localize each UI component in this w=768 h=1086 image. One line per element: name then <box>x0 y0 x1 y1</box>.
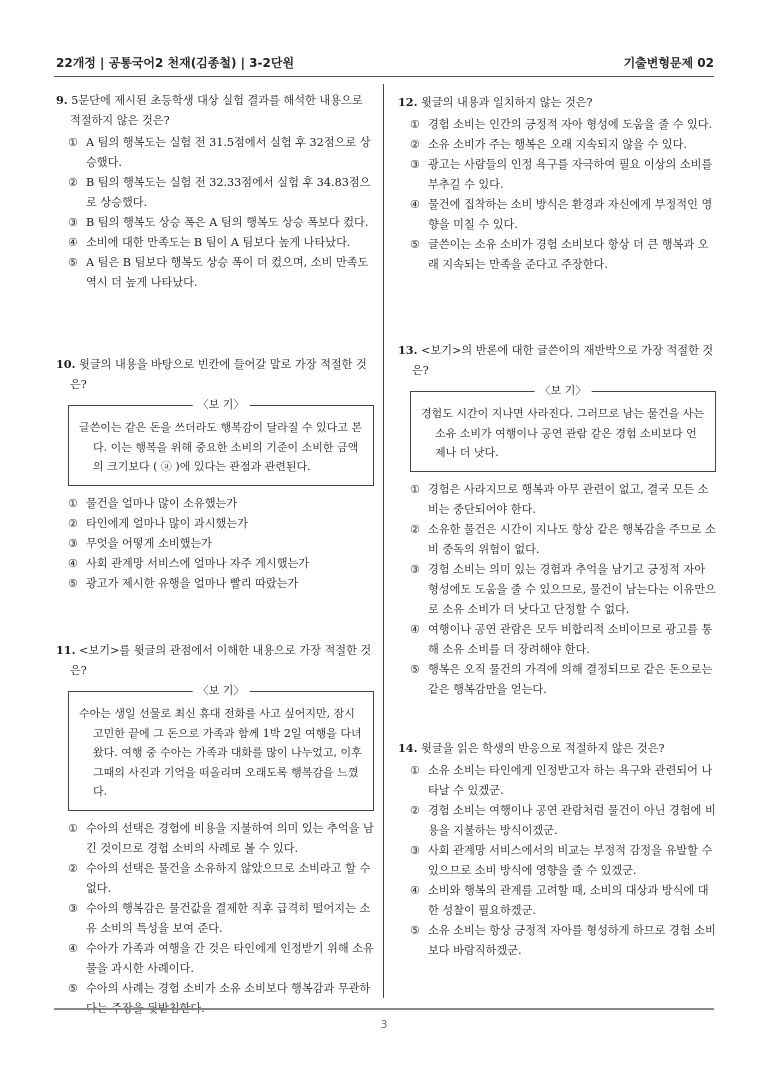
footer-rule <box>54 1008 714 1010</box>
left-column <box>56 0 374 1000</box>
choice-3[interactable]: ③ 광고는 사람들의 인정 욕구를 자극하여 필요 이상의 소비를 부추길 수 있다. <box>410 158 713 191</box>
choice-3[interactable]: ③ 수아의 행복감은 물건값을 결제한 직후 급격히 떨어지는 소유 소비의 특성을 보여 준다. <box>68 901 371 935</box>
choice-list <box>56 819 374 1019</box>
choice-2[interactable]: ② 소유 소비가 주는 행복은 오래 지속되지 않을 수 있다. <box>410 138 687 151</box>
bogi-text: 수아는 생일 선물로 최신 휴대 전화를 사고 싶어지만, 잠시 고민한 끝에 그 돈으로 가족과 함께 1박 2일 여행을 다녀왔다. 여행 중 수아는 가족과 대화를 많이 나누었고, 이후 그때의 사진과 기억을 떠올리며 오래도록 행복감을 느꼈다. <box>79 707 362 798</box>
choice-5[interactable]: ⑤ 글쓴이는 소유 소비가 경험 소비보다 항상 더 큰 행복과 오래 지속되는 만족을 준다고 주장한다. <box>410 238 709 271</box>
question-stem: 윗글을 읽은 학생의 반응으로 적절하지 않은 것은? <box>421 742 665 755</box>
choice-list <box>56 133 374 293</box>
choice-4[interactable]: ④ 소비에 대한 만족도는 B 팀이 A 팀보다 높게 나타났다. <box>68 236 351 249</box>
question-stem: 윗글의 내용과 일치하지 않는 것은? <box>421 96 593 109</box>
bogi-box <box>68 398 374 486</box>
choice-1[interactable]: ① 경험은 사라지므로 행복과 아무 관련이 없고, 결국 모든 소비는 중단되어야 한다. <box>410 482 709 516</box>
choice-4[interactable]: ④ 여행이나 공연 관람은 모두 비합리적 소비이므로 광고를 통해 소유 소비를 더 장려해야 한다. <box>410 622 713 656</box>
question-10 <box>56 354 374 594</box>
question-number: 12. <box>398 95 418 109</box>
question-number: 9. <box>56 93 68 107</box>
question-stem: <보기>를 윗글의 관점에서 이해한 내용으로 가장 적절한 것은? <box>70 644 372 677</box>
choice-5[interactable]: ⑤ 행복은 오직 물건의 가격에 의해 결정되므로 같은 돈으로는 같은 행복감만을 얻는다. <box>410 662 713 696</box>
column-divider <box>383 84 384 998</box>
page-number: 3 <box>380 1018 388 1031</box>
question-12 <box>398 92 716 275</box>
choice-3[interactable]: ③ 무엇을 어떻게 소비했는가 <box>68 536 212 550</box>
bogi-box <box>410 384 716 472</box>
bogi-title: 〈보 기〉 <box>193 683 250 699</box>
choice-1[interactable]: ① 수아의 선택은 경험에 비용을 지불하여 의미 있는 추억을 남긴 것이므로 경험 소비의 사례로 볼 수 있다. <box>68 821 374 855</box>
choice-list <box>398 480 716 700</box>
choice-4[interactable]: ④ 사회 관계망 서비스에 얼마나 자주 게시했는가 <box>68 556 310 570</box>
choice-1[interactable]: ① A 팀의 행복도는 실험 전 31.5점에서 실험 후 32점으로 상승했다. <box>68 136 371 169</box>
choice-2[interactable]: ② 타인에게 얼마나 많이 과시했는가 <box>68 516 248 530</box>
question-number: 14. <box>398 741 418 755</box>
choice-3[interactable]: ③ 사회 관계망 서비스에서의 비교는 부정적 감정을 유발할 수 있으므로 소비 방식에 영향을 줄 수 있겠군. <box>410 844 713 877</box>
choice-list <box>398 115 716 275</box>
bogi-text: 글쓴이는 같은 돈을 쓰더라도 행복감이 달라질 수 있다고 본다. 이는 행복을 위해 중요한 소비의 기준이 소비한 금액의 크기보다 ( ⓐ )에 있다는 관점과 관련된다. <box>79 421 362 473</box>
choice-1[interactable]: ① 소유 소비는 타인에게 인정받고자 하는 욕구와 관련되어 나타날 수 있겠군. <box>410 764 713 797</box>
bogi-title: 〈보 기〉 <box>193 397 250 413</box>
choice-4[interactable]: ④ 수아가 가족과 여행을 간 것은 타인에게 인정받기 위해 소유물을 과시한 사례이다. <box>68 941 374 975</box>
choice-list <box>398 761 716 961</box>
choice-2[interactable]: ② 경험 소비는 여행이나 공연 관람처럼 물건이 아닌 경험에 비용을 지불하는 방식이겠군. <box>410 804 716 837</box>
choice-4[interactable]: ④ 소비와 행복의 관계를 고려할 때, 소비의 대상과 방식에 대한 성찰이 필요하겠군. <box>410 884 709 917</box>
choice-5[interactable]: ⑤ 소유 소비는 항상 긍정적 자아를 형성하게 하므로 경험 소비보다 바람직하겠군. <box>410 924 716 957</box>
header-set-title: 기출변형문제 02 <box>623 56 714 70</box>
choice-2[interactable]: ② B 팀의 행복도는 실험 전 32.33점에서 실험 후 34.83점으로 상승했다. <box>68 176 371 209</box>
bogi-text: 경험도 시간이 지나면 사라진다. 그러므로 남는 물건을 사는 소유 소비가 여행이나 공연 관람 같은 경험 소비보다 언제나 더 낫다. <box>421 407 704 459</box>
question-14 <box>398 738 716 961</box>
choice-5[interactable]: ⑤ A 팀은 B 팀보다 행복도 상승 폭이 더 컸으며, 소비 만족도 역시 더 높게 나타났다. <box>68 256 369 289</box>
question-stem: 5문단에 제시된 초등학생 대상 실험 결과를 해석한 내용으로 적절하지 않은 것은? <box>70 94 363 127</box>
question-number: 11. <box>56 643 76 657</box>
bogi-title: 〈보 기〉 <box>535 383 592 399</box>
bogi-box <box>68 684 374 811</box>
question-stem: 윗글의 내용을 바탕으로 빈칸에 들어갈 말로 가장 적절한 것은? <box>70 358 367 391</box>
choice-1[interactable]: ① 경험 소비는 인간의 긍정적 자아 형성에 도움을 줄 수 있다. <box>410 118 713 131</box>
choice-3[interactable]: ③ 경험 소비는 의미 있는 경험과 추억을 남기고 긍정적 자아 형성에도 도움을 줄 수 있으므로, 물건이 남는다는 이유만으로 소유 소비가 더 낫다고 단정할 수 없다. <box>410 562 716 616</box>
question-11 <box>56 640 374 1019</box>
right-column <box>398 0 716 1000</box>
choice-5[interactable]: ⑤ 광고가 제시한 유행을 얼마나 빨리 따랐는가 <box>68 576 299 590</box>
choice-5[interactable]: ⑤ 수아의 사례는 경험 소비가 소유 소비보다 행복감과 무관하 <box>68 981 371 995</box>
choice-list <box>56 494 374 594</box>
choice-2[interactable]: ② 소유한 물건은 시간이 지나도 항상 같은 행복감을 주므로 소비 중독의 위험이 없다. <box>410 522 716 556</box>
question-9 <box>56 90 374 293</box>
choice-3[interactable]: ③ B 팀의 행복도 상승 폭은 A 팀의 행복도 상승 폭보다 컸다. <box>68 216 369 229</box>
choice-2[interactable]: ② 수아의 선택은 물건을 소유하지 않았으므로 소비라고 할 수 없다. <box>68 861 371 895</box>
question-13 <box>398 340 716 700</box>
header-course-info: 22개정 | 공통국어2 천재(김종철) | 3-2단원 <box>56 56 295 70</box>
question-stem: <보기>의 반론에 대한 글쓴이의 재반박으로 가장 적절한 것은? <box>412 344 714 377</box>
choice-1[interactable]: ① 물건을 얼마나 많이 소유했는가 <box>68 496 238 510</box>
question-number: 10. <box>56 357 76 371</box>
question-number: 13. <box>398 343 418 357</box>
choice-4[interactable]: ④ 물건에 집착하는 소비 방식은 환경과 자신에게 부정적인 영향을 미칠 수 있다. <box>410 198 713 231</box>
